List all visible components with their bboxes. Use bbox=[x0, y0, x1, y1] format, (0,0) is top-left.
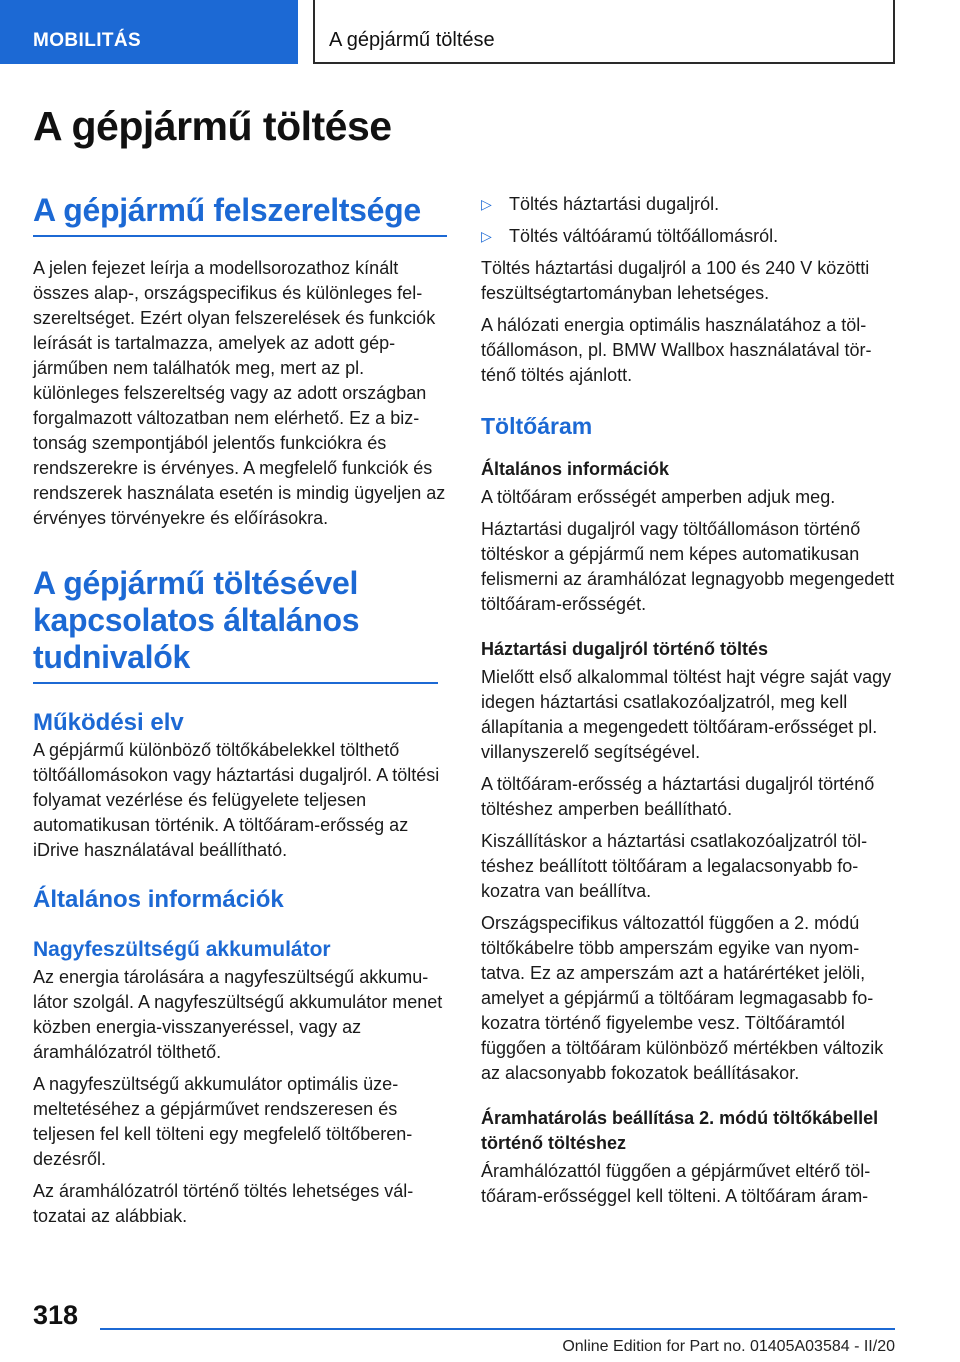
edition-note: Online Edition for Part no. 01405A03584 - II/20 bbox=[562, 1338, 895, 1355]
paragraph-wallbox: A hálózati energia optimális használatához a töltőállomáson, pl. BMW Wallbox használatával történő töltés ajánlott. bbox=[481, 315, 872, 385]
list-item: ▷ Töltés háztartási dugaljról. bbox=[481, 192, 895, 217]
paragraph-voltage: Töltés háztartási dugaljról a 100 és 240 V közötti feszültségtartományban lehetséges. bbox=[481, 258, 870, 303]
paragraph-household-2: A töltőáram-erősség a háztartási dugaljról történő töltéshez amperben beállítható. bbox=[481, 774, 875, 819]
heading-household-charging: Háztartási dugaljról történő töltés bbox=[481, 639, 769, 659]
paragraph-battery-3: Az áramhálózatról történő töltés lehetséges változatai az alábbiak. bbox=[33, 1181, 414, 1226]
paragraph-household-3: Kiszállításkor a háztartási csatlakozóaljzatról töltéshez beállított töltőáram a legalacsonyabb fokozatra van beállítva. bbox=[481, 831, 868, 901]
topic-tab[interactable]: A gépjármű töltése bbox=[313, 0, 895, 64]
heading-general-charging: A gépjármű töltésével kapcsolatos általános tudnivalók bbox=[33, 565, 438, 684]
paragraph-current-2: Háztartási dugaljról vagy töltőállomáson történő töltéskor a gépjármű nem képes automatikusan felismerni az áramhálózat legnagyobb megengedett töltőáram-erősségét. bbox=[481, 519, 895, 614]
paragraph-household-1: Mielőtt első alkalommal töltést hajt végre saját vagy idegen háztartási csatlakozóaljzatról, meg kell állapítania a megengedett töltőáram-erősséget pl. villanyszerelő segítségével. bbox=[481, 667, 892, 762]
section-tab[interactable]: MOBILITÁS bbox=[0, 0, 298, 64]
heading-charging-current: Töltőáram bbox=[481, 413, 593, 439]
paragraph-battery-2: A nagyfeszültségű akkumulátor optimális üzemeltetéséhez a gépjárművet rendszeresen és teljesen fel kell tölteni egy megfelelő töltőberendezésről. bbox=[33, 1074, 413, 1169]
page-footer bbox=[0, 1290, 960, 1362]
heading-current-info: Általános információk bbox=[481, 459, 670, 479]
right-column bbox=[481, 192, 895, 1209]
paragraph-equipment: A jelen fejezet leírja a modellsorozathoz kínált összes alap-, országspecifikus és különleges felszereltséget. Ezért olyan felszerelések és funkciók leírását is tartalmazza, amelyek az adott gépjárműben nem találhatók meg, mert az pl. különleges felszereltség vagy az adott országban forgalmazott változatban nem elérhető. Ez a biztonság szempontjából jelentős funkciókra és rendszerekre is érvényes. A megfelelő funkciók és rendszerek használata esetén is mindig ügyeljen az érvényes törvényekre és előírásokra. bbox=[33, 258, 446, 528]
triangle-bullet-icon: ▷ bbox=[481, 228, 492, 244]
page-title: A gépjármű töltése bbox=[33, 103, 392, 149]
paragraph-current-1: A töltőáram erősségét amperben adjuk meg. bbox=[481, 487, 836, 507]
heading-general-info: Általános információk bbox=[33, 886, 284, 913]
footer-divider bbox=[100, 1328, 895, 1330]
heading-principle: Működési elv bbox=[33, 709, 184, 736]
paragraph-principle: A gépjármű különböző töltőkábelekkel tölthető töltőállomásokon vagy háztartási dugaljról. A töltési folyamat vezérlése és felügyelete teljesen automatikusan történik. A töltőáram-erősség az iDrive használatával beállítható. bbox=[33, 740, 440, 860]
page-header bbox=[0, 0, 960, 66]
heading-hv-battery: Nagyfeszültségű akkumulátor bbox=[33, 938, 331, 961]
heading-equipment: A gépjármű felszereltsége bbox=[33, 192, 447, 237]
triangle-bullet-icon: ▷ bbox=[481, 196, 492, 212]
left-column bbox=[33, 192, 447, 1229]
list-item: ▷ Töltés váltóáramú töltőállomásról. bbox=[481, 224, 895, 249]
paragraph-current-limit: Áramhálózattól függően a gépjárművet eltérő töltőáram-erősséggel kell tölteni. A töltőáram áram- bbox=[481, 1161, 871, 1206]
charging-options-list bbox=[481, 192, 895, 249]
page-number: 318 bbox=[33, 1300, 79, 1330]
paragraph-household-4: Országspecifikus változattól függően a 2. módú töltőkábelre több amperszám egyike van nyomtatva. Ez az amperszám azt a határértéket jelöli, amelyet a gépjármű a töltőáram legmagasabb fokozatra történő figyelembe vesz. Töltőáramtól függően a töltőáram különböző mértékben változik az alacsonyabb fokozatok beállításakor. bbox=[481, 913, 884, 1083]
heading-current-limit: Áramhatárolás beállítása 2. módú töltőkábellel történő töltéshez bbox=[481, 1108, 879, 1153]
paragraph-battery-1: Az energia tárolására a nagyfeszültségű akkumulátor szolgál. A nagyfeszültségű akkumulátor menet közben energia-visszanyeréssel, vagy az áramhálózatról tölthető. bbox=[33, 967, 443, 1062]
